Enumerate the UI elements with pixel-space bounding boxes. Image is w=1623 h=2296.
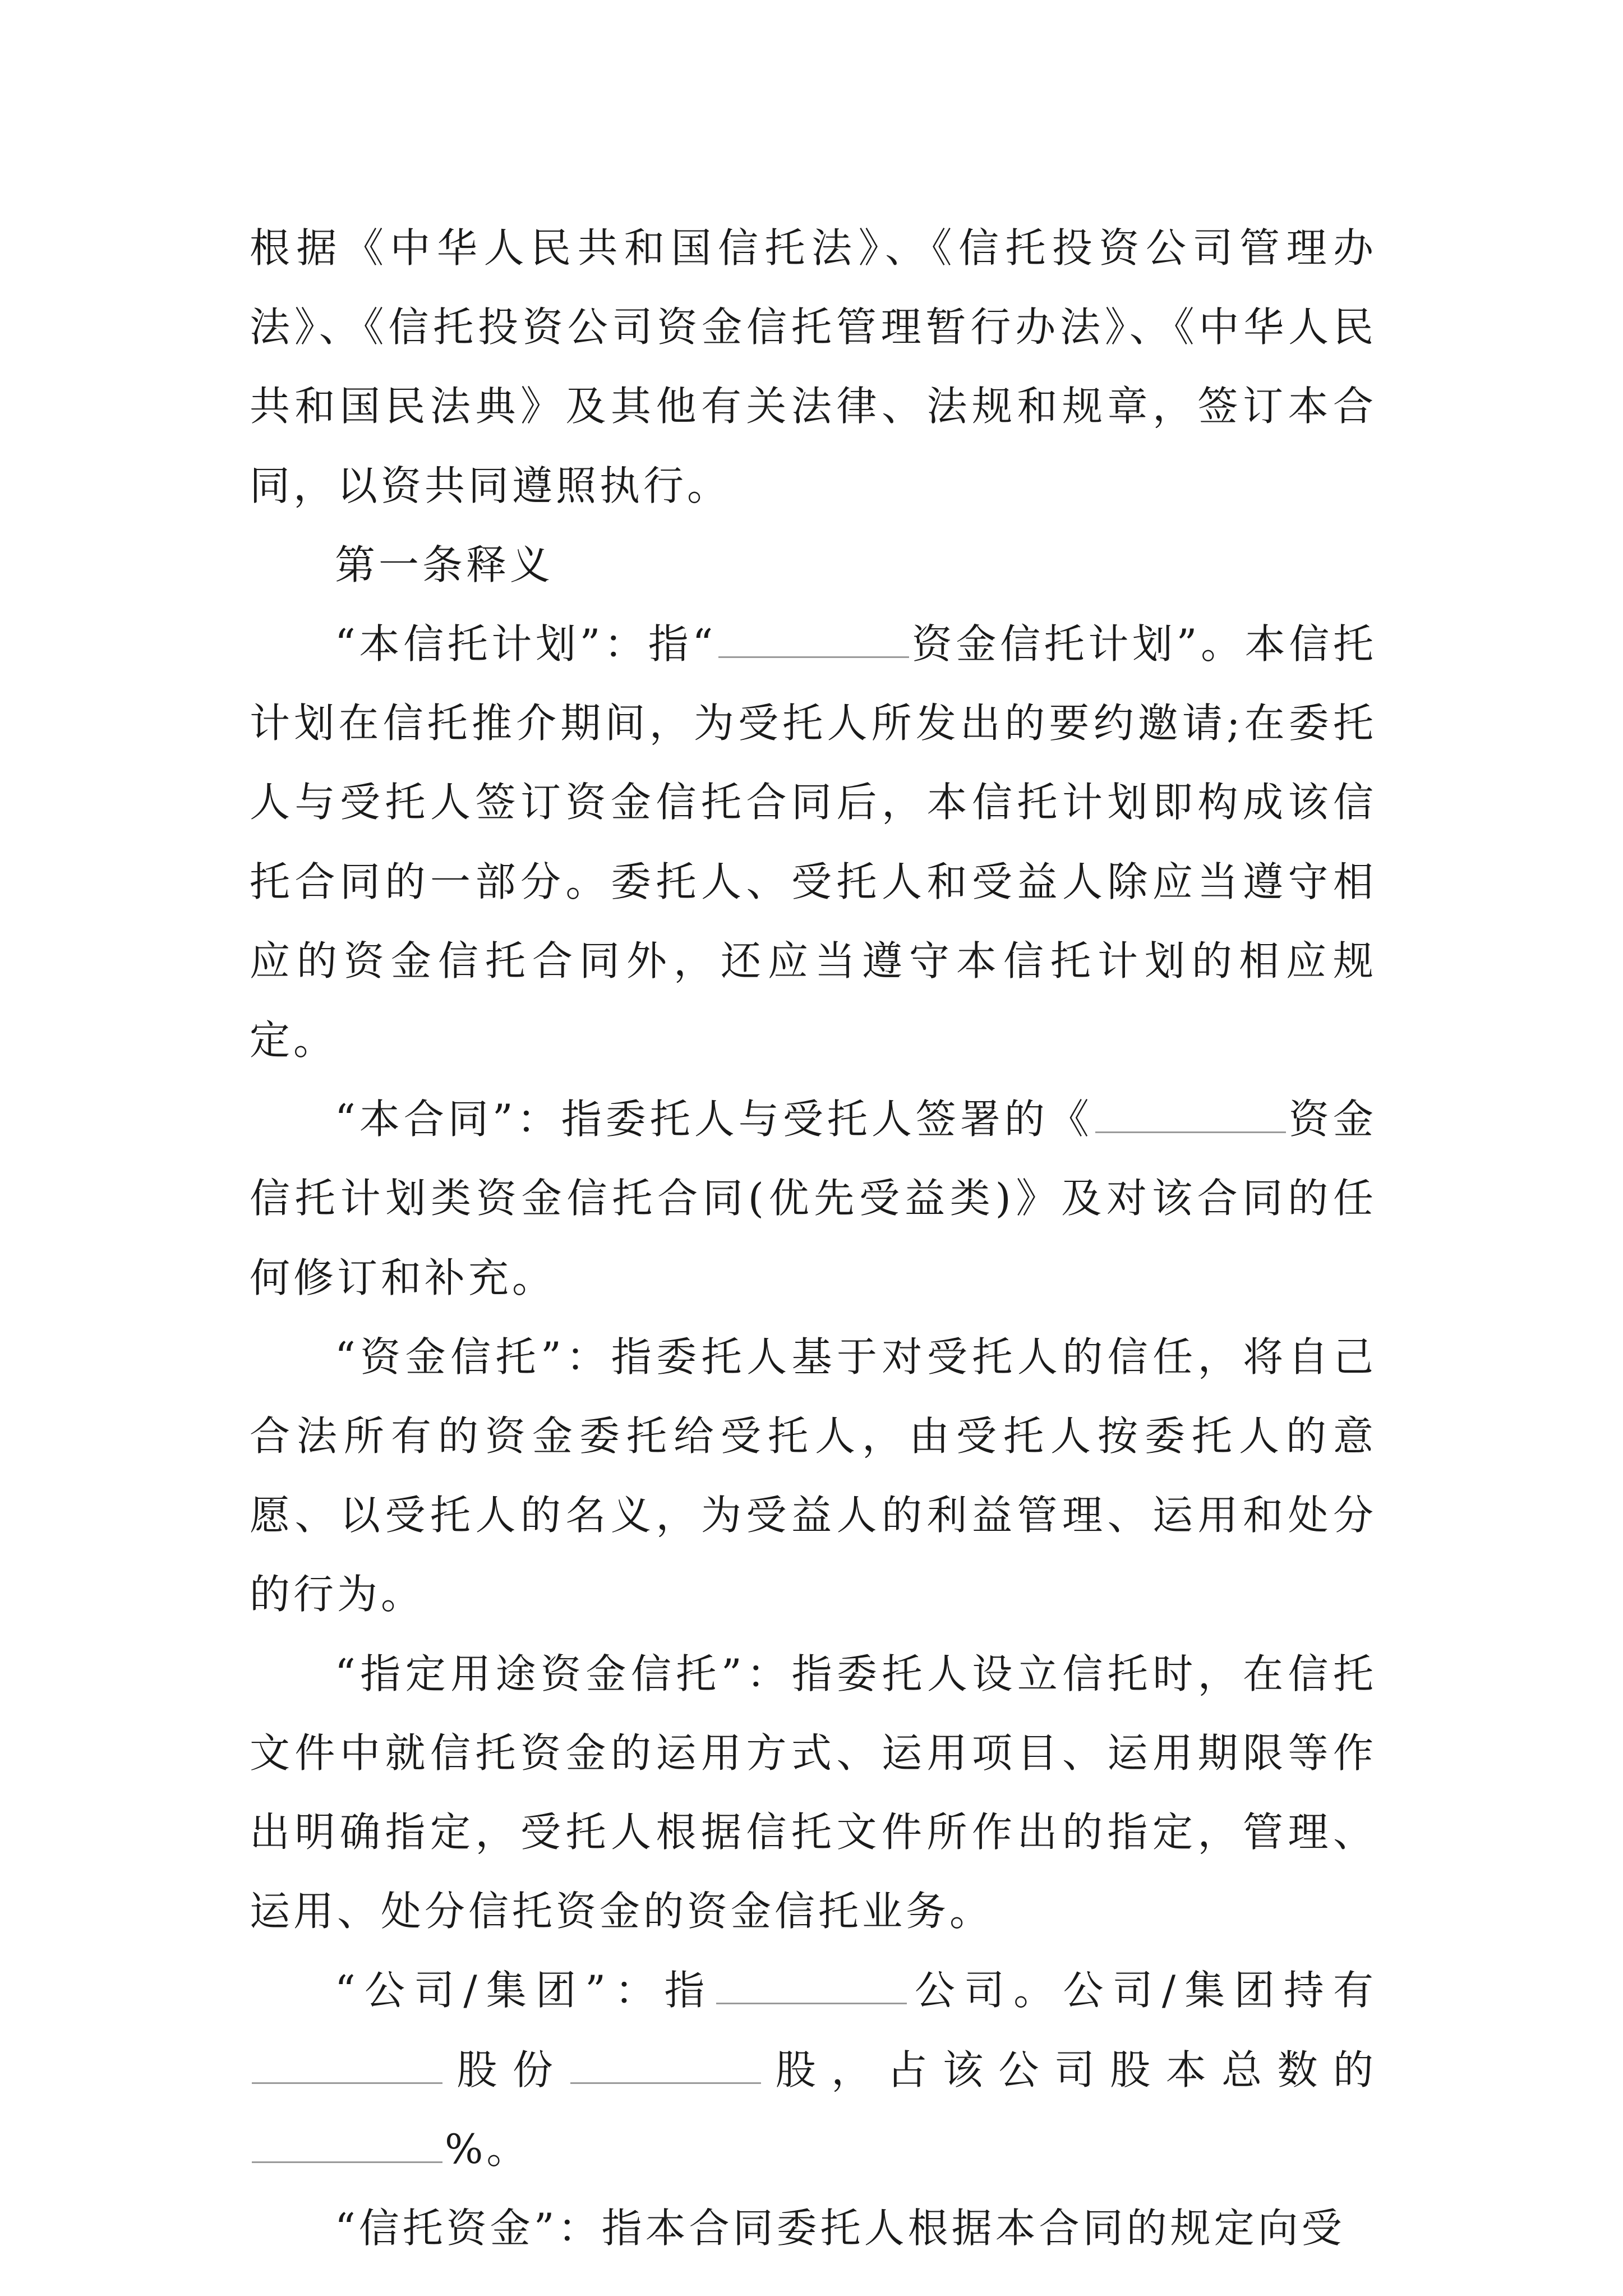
definition-trust-plan-lead: “本信托计划”：指“ (335, 620, 717, 668)
definition-designated-trust: “指定用途资金信托”：指委托人设立信托时，在信托文件中就信托资金的运用方式、运用项目、运用期限等作出明确指定，受托人根据信托文件所作出的指定，管理、运用、处分信托资金的资金信托业务。 (250, 1650, 1377, 1935)
definition-company-ratio-label: 股，占该公司股本总数的 (763, 2046, 1377, 2093)
definition-company-lead: “公司/集团”：指 (335, 1967, 714, 2014)
document-body (250, 209, 1377, 2268)
definition-fund-trust: “资金信托”：指委托人基于对受托人的信任，将自己合法所有的资金委托给受托人，由受托人按委托人的意愿、以受托人的名义，为受益人的利益管理、运用和处分的行为。 (250, 1333, 1377, 1618)
definition-company-percent: %。 (445, 2125, 531, 2173)
definition-company-shares-label: 股份 (445, 2046, 569, 2093)
definition-trust-funds: “信托资金”：指本合同委托人根据本合同的规定向受 (335, 2205, 1345, 2252)
definition-trust-plan-body: 资金信托计划”。本信托计划在信托推介期间，为受托人所发出的要约邀请;在委托人与受托人签订资金信托合同后，本信托计划即构成该信托合同的一部分。委托人、受托人和受益人除应当遵守相应的资金信托合同外，还应当遵守本信托计划的相应规定。 (250, 620, 1377, 1064)
definition-contract (250, 1080, 1377, 1318)
article-title: 第一条释义 (335, 541, 554, 588)
definition-contract-lead: “本合同”：指委托人与受托人签署的《 (335, 1096, 1093, 1143)
intro-paragraph: 根据《中华人民共和国信托法》、《信托投资公司管理办法》、《信托投资公司资金信托管理暂行办法》、《中华人民共和国民法典》及其他有关法律、法规和规章，签订本合同，以资共同遵照执行。 (250, 224, 1377, 509)
fill-blank-contract-name (1095, 1131, 1286, 1133)
fill-blank-share-count (570, 2082, 761, 2084)
fill-blank-company-name (716, 2002, 907, 2004)
definition-company-holds: 公司。公司/集团持有 (909, 1967, 1377, 2014)
definition-contract-body: 资金信托计划类资金信托合同(优先受益类)》及对该合同的任何修订和补充。 (250, 1096, 1377, 1301)
fill-blank-held-company (252, 2082, 442, 2084)
fill-blank-percentage (252, 2161, 442, 2163)
fill-blank-plan-name (718, 656, 909, 658)
definition-trust-plan (250, 605, 1377, 1080)
definition-company (250, 1951, 1377, 2189)
